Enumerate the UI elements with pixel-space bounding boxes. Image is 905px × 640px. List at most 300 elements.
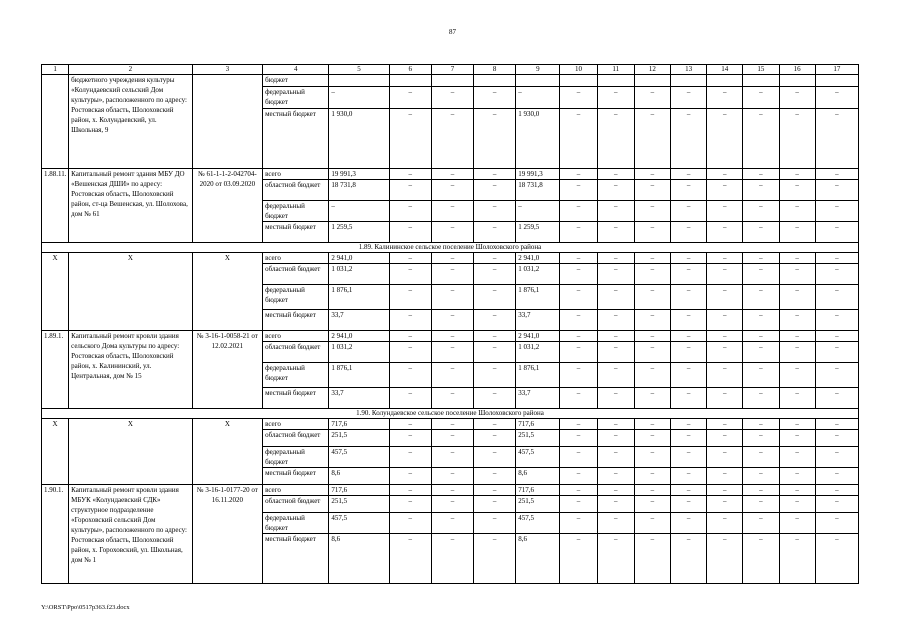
budget-type: областной бюджет bbox=[263, 430, 329, 447]
dash-cell: – bbox=[779, 331, 815, 342]
dash-cell: – bbox=[670, 253, 706, 264]
table-row bbox=[42, 419, 859, 430]
dash-cell: – bbox=[779, 419, 815, 430]
dash-cell: – bbox=[634, 342, 670, 363]
amount-total: 1 259,5 bbox=[329, 222, 389, 243]
dash-cell: – bbox=[634, 513, 670, 534]
header-cell: 5 bbox=[329, 65, 389, 75]
budget-type: всего bbox=[263, 253, 329, 264]
dash-cell: – bbox=[560, 388, 597, 409]
dash-cell: – bbox=[431, 447, 473, 468]
dash-cell: – bbox=[560, 180, 597, 201]
item-name: Капитальный ремонт кровли здания МБУК «Колундаевский СДК» структурное подразделение «Гороховский сельский Дом культуры», расположенного по адресу: Ростовская область, Шолоховский район, х. Гороховский, ул. Школьная, дом № 1 bbox=[69, 485, 193, 584]
dash-cell: – bbox=[743, 331, 779, 342]
amount-year: – bbox=[516, 201, 560, 222]
amount-total: 33,7 bbox=[329, 310, 389, 331]
budget-type: всего bbox=[263, 419, 329, 430]
dash-cell: – bbox=[815, 496, 858, 513]
dash-cell: – bbox=[779, 222, 815, 243]
dash-cell: – bbox=[634, 310, 670, 331]
item-document: № 3-16-1-0058-21 от 12.02.2021 bbox=[192, 331, 262, 409]
amount-year: 19 991,3 bbox=[516, 169, 560, 180]
x-mark: X bbox=[192, 419, 262, 485]
dash-cell: – bbox=[743, 496, 779, 513]
dash-cell: – bbox=[560, 447, 597, 468]
dash-cell: – bbox=[707, 222, 743, 243]
dash-cell: – bbox=[743, 310, 779, 331]
table-row bbox=[42, 75, 859, 87]
dash-cell: – bbox=[670, 285, 706, 310]
dash-cell: – bbox=[560, 331, 597, 342]
dash-cell: – bbox=[670, 468, 706, 485]
dash-cell: – bbox=[597, 310, 634, 331]
dash-cell: – bbox=[634, 496, 670, 513]
dash-cell: – bbox=[670, 264, 706, 285]
dash-cell: – bbox=[389, 180, 431, 201]
dash-cell: – bbox=[560, 264, 597, 285]
dash-cell: – bbox=[597, 285, 634, 310]
dash-cell: – bbox=[670, 496, 706, 513]
dash-cell: – bbox=[634, 87, 670, 109]
amount-total: 1 031,2 bbox=[329, 264, 389, 285]
dash-cell: – bbox=[431, 430, 473, 447]
dash-cell: – bbox=[815, 388, 858, 409]
dash-cell: – bbox=[815, 485, 858, 496]
amount-total: 19 991,3 bbox=[329, 169, 389, 180]
header-cell: 2 bbox=[69, 65, 193, 75]
dash-cell: – bbox=[597, 222, 634, 243]
dash-cell: – bbox=[560, 169, 597, 180]
item-name: Капитальный ремонт здания МБУ ДО «Вешенская ДШИ» по адресу: Ростовская область, Шолоховский район, ст-ца Вешенская, ул. Шолохова, дом № 61 bbox=[69, 169, 193, 243]
amount-total: 251,5 bbox=[329, 430, 389, 447]
header-cell: 7 bbox=[431, 65, 473, 75]
budget-type: местный бюджет bbox=[263, 310, 329, 331]
dash-cell: – bbox=[779, 447, 815, 468]
dash-cell: – bbox=[779, 468, 815, 485]
dash-cell: – bbox=[743, 87, 779, 109]
budget-type: федеральный бюджет bbox=[263, 201, 329, 222]
dash-cell: – bbox=[779, 285, 815, 310]
dash-cell: – bbox=[815, 285, 858, 310]
dash-cell: – bbox=[779, 180, 815, 201]
dash-cell: – bbox=[779, 201, 815, 222]
dash-cell: – bbox=[474, 264, 516, 285]
header-cell: 1 bbox=[42, 65, 69, 75]
empty-cell bbox=[597, 75, 634, 87]
dash-cell: – bbox=[597, 496, 634, 513]
dash-cell: – bbox=[670, 331, 706, 342]
dash-cell: – bbox=[779, 388, 815, 409]
dash-cell: – bbox=[743, 419, 779, 430]
dash-cell: – bbox=[670, 485, 706, 496]
x-mark: X bbox=[69, 253, 193, 331]
amount-year: – bbox=[516, 87, 560, 109]
amount-year: 33,7 bbox=[516, 388, 560, 409]
dash-cell: – bbox=[560, 342, 597, 363]
amount-year: 33,7 bbox=[516, 310, 560, 331]
dash-cell: – bbox=[389, 87, 431, 109]
budget-type: областной бюджет bbox=[263, 264, 329, 285]
dash-cell: – bbox=[389, 430, 431, 447]
dash-cell: – bbox=[431, 201, 473, 222]
dash-cell: – bbox=[707, 331, 743, 342]
amount-year: 8,6 bbox=[516, 534, 560, 584]
dash-cell: – bbox=[389, 388, 431, 409]
dash-cell: – bbox=[815, 222, 858, 243]
empty-cell bbox=[329, 75, 389, 87]
header-cell: 15 bbox=[743, 65, 779, 75]
dash-cell: – bbox=[431, 496, 473, 513]
empty-cell bbox=[779, 75, 815, 87]
header-row bbox=[42, 65, 859, 75]
dash-cell: – bbox=[431, 342, 473, 363]
dash-cell: – bbox=[431, 310, 473, 331]
amount-year: 1 259,5 bbox=[516, 222, 560, 243]
dash-cell: – bbox=[431, 331, 473, 342]
dash-cell: – bbox=[474, 513, 516, 534]
dash-cell: – bbox=[707, 342, 743, 363]
dash-cell: – bbox=[634, 485, 670, 496]
dash-cell: – bbox=[560, 87, 597, 109]
item-number: 1.88.11. bbox=[42, 169, 69, 243]
dash-cell: – bbox=[597, 169, 634, 180]
dash-cell: – bbox=[431, 109, 473, 169]
dash-cell: – bbox=[815, 180, 858, 201]
budget-type: всего bbox=[263, 485, 329, 496]
empty-cell bbox=[634, 75, 670, 87]
dash-cell: – bbox=[474, 363, 516, 388]
budget-type: федеральный бюджет bbox=[263, 513, 329, 534]
dash-cell: – bbox=[389, 109, 431, 169]
budget-type: всего bbox=[263, 331, 329, 342]
header-cell: 8 bbox=[474, 65, 516, 75]
dash-cell: – bbox=[431, 180, 473, 201]
budget-type: местный бюджет bbox=[263, 222, 329, 243]
dash-cell: – bbox=[779, 513, 815, 534]
dash-cell: – bbox=[389, 342, 431, 363]
dash-cell: – bbox=[474, 180, 516, 201]
amount-total: 251,5 bbox=[329, 496, 389, 513]
dash-cell: – bbox=[707, 310, 743, 331]
dash-cell: – bbox=[707, 363, 743, 388]
dash-cell: – bbox=[597, 109, 634, 169]
dash-cell: – bbox=[707, 419, 743, 430]
dash-cell: – bbox=[779, 87, 815, 109]
dash-cell: – bbox=[815, 264, 858, 285]
budget-table bbox=[41, 64, 859, 584]
dash-cell: – bbox=[431, 419, 473, 430]
dash-cell: – bbox=[389, 419, 431, 430]
dash-cell: – bbox=[743, 388, 779, 409]
amount-year: 1 876,1 bbox=[516, 285, 560, 310]
dash-cell: – bbox=[815, 363, 858, 388]
dash-cell: – bbox=[597, 430, 634, 447]
table-row bbox=[42, 331, 859, 342]
dash-cell: – bbox=[743, 342, 779, 363]
header-cell: 17 bbox=[815, 65, 858, 75]
dash-cell: – bbox=[597, 419, 634, 430]
empty-cell bbox=[560, 75, 597, 87]
dash-cell: – bbox=[779, 342, 815, 363]
item-document: № 61-1-1-2-042704-2020 от 03.09.2020 bbox=[192, 169, 262, 243]
dash-cell: – bbox=[431, 485, 473, 496]
dash-cell: – bbox=[779, 109, 815, 169]
x-mark: X bbox=[192, 253, 262, 331]
dash-cell: – bbox=[707, 388, 743, 409]
section-title: 1.89. Калининское сельское поселение Шолоховского района bbox=[42, 243, 859, 253]
dash-cell: – bbox=[634, 468, 670, 485]
dash-cell: – bbox=[670, 87, 706, 109]
dash-cell: – bbox=[560, 363, 597, 388]
dash-cell: – bbox=[597, 253, 634, 264]
dash-cell: – bbox=[634, 430, 670, 447]
dash-cell: – bbox=[815, 430, 858, 447]
dash-cell: – bbox=[743, 169, 779, 180]
item-name: Капитальный ремонт кровли здания сельского Дома культуры по адресу: Ростовская область, Шолоховский район, х. Калининский, ул. Центральная, дом № 15 bbox=[69, 331, 193, 409]
budget-type: местный бюджет bbox=[263, 109, 329, 169]
dash-cell: – bbox=[560, 496, 597, 513]
dash-cell: – bbox=[431, 388, 473, 409]
dash-cell: – bbox=[670, 342, 706, 363]
dash-cell: – bbox=[560, 430, 597, 447]
dash-cell: – bbox=[597, 331, 634, 342]
budget-type: областной бюджет bbox=[263, 496, 329, 513]
dash-cell: – bbox=[815, 201, 858, 222]
empty-cell bbox=[670, 75, 706, 87]
dash-cell: – bbox=[431, 468, 473, 485]
dash-cell: – bbox=[815, 513, 858, 534]
footer-path: Y:\ORST\Ppo\0517p363.f23.docx bbox=[41, 604, 130, 611]
dash-cell: – bbox=[431, 264, 473, 285]
dash-cell: – bbox=[670, 180, 706, 201]
table-row bbox=[42, 253, 859, 264]
empty-cell bbox=[743, 75, 779, 87]
amount-total: 2 941,0 bbox=[329, 331, 389, 342]
amount-year: 8,6 bbox=[516, 468, 560, 485]
x-mark: X bbox=[69, 419, 193, 485]
dash-cell: – bbox=[815, 331, 858, 342]
dash-cell: – bbox=[779, 363, 815, 388]
dash-cell: – bbox=[474, 201, 516, 222]
dash-cell: – bbox=[634, 447, 670, 468]
dash-cell: – bbox=[560, 513, 597, 534]
empty-cell bbox=[389, 75, 431, 87]
dash-cell: – bbox=[389, 363, 431, 388]
item-number: 1.90.1. bbox=[42, 485, 69, 584]
amount-year: 251,5 bbox=[516, 430, 560, 447]
dash-cell: – bbox=[431, 285, 473, 310]
dash-cell: – bbox=[743, 201, 779, 222]
x-mark: X bbox=[42, 419, 69, 485]
dash-cell: – bbox=[474, 109, 516, 169]
dash-cell: – bbox=[389, 513, 431, 534]
dash-cell: – bbox=[431, 363, 473, 388]
dash-cell: – bbox=[634, 253, 670, 264]
page-number: 87 bbox=[449, 28, 456, 36]
dash-cell: – bbox=[743, 513, 779, 534]
dash-cell: – bbox=[389, 222, 431, 243]
dash-cell: – bbox=[474, 388, 516, 409]
dash-cell: – bbox=[389, 285, 431, 310]
table-body bbox=[42, 65, 859, 584]
dash-cell: – bbox=[815, 342, 858, 363]
budget-type: областной бюджет bbox=[263, 180, 329, 201]
dash-cell: – bbox=[743, 222, 779, 243]
dash-cell: – bbox=[707, 496, 743, 513]
dash-cell: – bbox=[670, 310, 706, 331]
budget-type: федеральный бюджет bbox=[263, 87, 329, 109]
amount-total: 1 876,1 bbox=[329, 363, 389, 388]
amount-total: 1 876,1 bbox=[329, 285, 389, 310]
dash-cell: – bbox=[389, 496, 431, 513]
dash-cell: – bbox=[560, 222, 597, 243]
dash-cell: – bbox=[389, 468, 431, 485]
header-cell: 14 bbox=[707, 65, 743, 75]
dash-cell: – bbox=[560, 468, 597, 485]
header-cell: 11 bbox=[597, 65, 634, 75]
dash-cell: – bbox=[707, 485, 743, 496]
dash-cell: – bbox=[474, 285, 516, 310]
dash-cell: – bbox=[560, 419, 597, 430]
budget-type: местный бюджет bbox=[263, 388, 329, 409]
budget-type: местный бюджет bbox=[263, 534, 329, 584]
dash-cell: – bbox=[815, 109, 858, 169]
budget-type: местный бюджет bbox=[263, 468, 329, 485]
item-document bbox=[192, 75, 262, 169]
dash-cell: – bbox=[597, 180, 634, 201]
dash-cell: – bbox=[670, 534, 706, 584]
dash-cell: – bbox=[389, 264, 431, 285]
dash-cell: – bbox=[743, 363, 779, 388]
dash-cell: – bbox=[474, 496, 516, 513]
dash-cell: – bbox=[560, 285, 597, 310]
dash-cell: – bbox=[597, 264, 634, 285]
dash-cell: – bbox=[560, 201, 597, 222]
amount-year: 1 031,2 bbox=[516, 342, 560, 363]
dash-cell: – bbox=[431, 169, 473, 180]
dash-cell: – bbox=[634, 534, 670, 584]
empty-cell bbox=[431, 75, 473, 87]
amount-year: 18 731,8 bbox=[516, 180, 560, 201]
dash-cell: – bbox=[707, 109, 743, 169]
budget-type: бюджет bbox=[263, 75, 329, 87]
amount-total: 2 941,0 bbox=[329, 253, 389, 264]
dash-cell: – bbox=[707, 180, 743, 201]
dash-cell: – bbox=[743, 180, 779, 201]
dash-cell: – bbox=[707, 201, 743, 222]
dash-cell: – bbox=[389, 310, 431, 331]
dash-cell: – bbox=[779, 253, 815, 264]
section-title: 1.90. Колундаевское сельское поселение Шолоховского района bbox=[42, 409, 859, 419]
dash-cell: – bbox=[670, 430, 706, 447]
dash-cell: – bbox=[560, 109, 597, 169]
dash-cell: – bbox=[670, 169, 706, 180]
dash-cell: – bbox=[431, 87, 473, 109]
dash-cell: – bbox=[597, 485, 634, 496]
dash-cell: – bbox=[634, 388, 670, 409]
dash-cell: – bbox=[815, 253, 858, 264]
dash-cell: – bbox=[389, 447, 431, 468]
dash-cell: – bbox=[560, 253, 597, 264]
item-number bbox=[42, 75, 69, 169]
item-name: бюджетного учреждения культуры «Колундаевский сельский Дом культуры», расположенного по адресу: Ростовская область, Шолоховский район, х. Колундаевский, ул. Школьная, 9 bbox=[69, 75, 193, 169]
dash-cell: – bbox=[597, 388, 634, 409]
dash-cell: – bbox=[779, 534, 815, 584]
dash-cell: – bbox=[634, 180, 670, 201]
dash-cell: – bbox=[707, 468, 743, 485]
dash-cell: – bbox=[743, 253, 779, 264]
dash-cell: – bbox=[634, 419, 670, 430]
dash-cell: – bbox=[597, 534, 634, 584]
dash-cell: – bbox=[634, 222, 670, 243]
dash-cell: – bbox=[779, 496, 815, 513]
dash-cell: – bbox=[597, 447, 634, 468]
dash-cell: – bbox=[743, 485, 779, 496]
x-mark: X bbox=[42, 253, 69, 331]
dash-cell: – bbox=[670, 222, 706, 243]
dash-cell: – bbox=[597, 201, 634, 222]
dash-cell: – bbox=[707, 513, 743, 534]
dash-cell: – bbox=[815, 534, 858, 584]
dash-cell: – bbox=[389, 485, 431, 496]
amount-year: 1 876,1 bbox=[516, 363, 560, 388]
item-document: № 3-16-1-0177-20 от 16.11.2020 bbox=[192, 485, 262, 584]
dash-cell: – bbox=[707, 253, 743, 264]
dash-cell: – bbox=[707, 447, 743, 468]
budget-type: областной бюджет bbox=[263, 342, 329, 363]
amount-year: 1 930,0 bbox=[516, 109, 560, 169]
amount-total: – bbox=[329, 201, 389, 222]
empty-cell bbox=[707, 75, 743, 87]
amount-year: 251,5 bbox=[516, 496, 560, 513]
dash-cell: – bbox=[389, 534, 431, 584]
dash-cell: – bbox=[707, 534, 743, 584]
dash-cell: – bbox=[634, 264, 670, 285]
dash-cell: – bbox=[707, 430, 743, 447]
dash-cell: – bbox=[815, 169, 858, 180]
dash-cell: – bbox=[431, 253, 473, 264]
dash-cell: – bbox=[743, 285, 779, 310]
dash-cell: – bbox=[707, 264, 743, 285]
dash-cell: – bbox=[779, 310, 815, 331]
header-cell: 3 bbox=[192, 65, 262, 75]
dash-cell: – bbox=[634, 169, 670, 180]
dash-cell: – bbox=[670, 419, 706, 430]
dash-cell: – bbox=[815, 419, 858, 430]
dash-cell: – bbox=[431, 513, 473, 534]
header-cell: 13 bbox=[670, 65, 706, 75]
amount-total: 1 930,0 bbox=[329, 109, 389, 169]
dash-cell: – bbox=[474, 222, 516, 243]
dash-cell: – bbox=[474, 87, 516, 109]
amount-year: 2 941,0 bbox=[516, 253, 560, 264]
header-cell: 16 bbox=[779, 65, 815, 75]
dash-cell: – bbox=[743, 534, 779, 584]
budget-type: федеральный бюджет bbox=[263, 285, 329, 310]
dash-cell: – bbox=[474, 447, 516, 468]
dash-cell: – bbox=[779, 485, 815, 496]
dash-cell: – bbox=[634, 363, 670, 388]
dash-cell: – bbox=[474, 468, 516, 485]
dash-cell: – bbox=[707, 285, 743, 310]
amount-total: 1 031,2 bbox=[329, 342, 389, 363]
dash-cell: – bbox=[597, 342, 634, 363]
amount-year: 457,5 bbox=[516, 513, 560, 534]
dash-cell: – bbox=[474, 253, 516, 264]
dash-cell: – bbox=[474, 169, 516, 180]
dash-cell: – bbox=[670, 513, 706, 534]
dash-cell: – bbox=[779, 169, 815, 180]
